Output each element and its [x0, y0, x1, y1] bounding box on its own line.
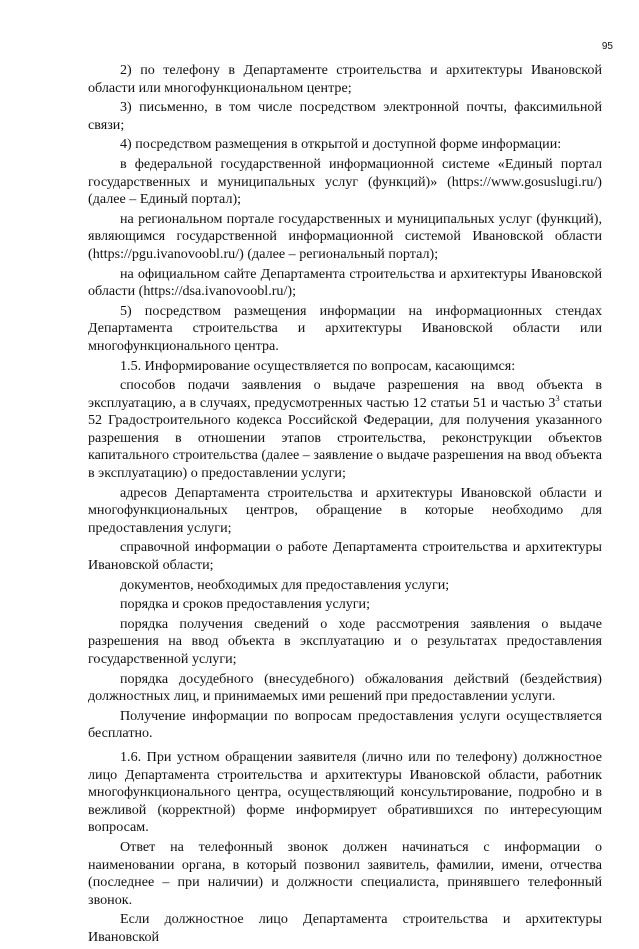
paragraph-free-of-charge: Получение информации по вопросам предоставления услуги осуществляется бесплатно.: [88, 707, 602, 742]
paragraph-regional-portal: на региональном портале государственных и муниципальных услуг (функций), являющимся государственной информационной системой Ивановской области (https://pgu.ivanovoobl.ru/) (далее – региональный портал);: [88, 210, 602, 262]
text-before-superscript: способов подачи заявления о выдаче разрешения на ввод объекта в эксплуатацию, а в случаях, предусмотренных частью 12 статьи 51 и частью 3: [88, 377, 602, 411]
paragraph-continuation: Если должностное лицо Департамента строительства и архитектуры Ивановской: [88, 911, 602, 945]
paragraph-section-1-6: 1.6. При устном обращении заявителя (лично или по телефону) должностное лицо Департамента строительства и архитектуры Ивановской области, работник многофункционального центра, осуществляющий консультирование, подробно и в вежливой (корректной) форме информирует обратившихся по интересующим вопросам.: [88, 748, 602, 836]
paragraph-reference-info: справочной информации о работе Департамента строительства и архитектуры Ивановской области;: [88, 539, 602, 574]
paragraph-info-stands: 5) посредством размещения информации на информационных стендах Департамента строительства и архитектуры Ивановской области или многофункционального центра.: [88, 302, 602, 354]
paragraph-in-writing: 3) письменно, в том числе посредством электронной почты, факсимильной связи;: [88, 99, 602, 133]
document-body: [88, 62, 602, 949]
paragraph-official-site: на официальном сайте Департамента строительства и архитектуры Ивановской области (https://dsa.ivanovoobl.ru/);: [88, 265, 602, 300]
paragraph-appeal: порядка досудебного (внесудебного) обжалования действий (бездействия) должностных лиц, и принимаемых ими решений при предоставлении услуги.: [88, 670, 602, 705]
paragraph-procedure: порядка и сроков предоставления услуги;: [120, 596, 371, 613]
paragraph-addresses: адресов Департамента строительства и архитектуры Ивановской области и многофункциональных центров, обращение в которые необходимо для предоставления услуги;: [88, 484, 602, 536]
paragraph-submission-methods: [88, 377, 602, 483]
paragraph-unified-portal: в федеральной государственной информационной системе «Единый портал государственных и муниципальных услуг (функций)» (https://www.gosuslugi.ru/) (далее – Единый портал);: [88, 155, 602, 208]
paragraph-by-phone: 2) по телефону в Департаменте строительства и архитектуры Ивановской области или многофункциональном центре;: [88, 62, 602, 96]
paragraph-section-1-5: 1.5. Информирование осуществляется по вопросам, касающимся:: [120, 357, 516, 374]
paragraph-phone-answer: Ответ на телефонный звонок должен начинаться с информации о наименовании органа, в который позвонил заявитель, фамилии, имени, отчества (последнее – при наличии) и должности специалиста, принявшего телефонный звонок.: [88, 838, 602, 908]
paragraph-status-info: порядка получения сведений о ходе рассмотрения заявления о выдаче разрешения на ввод объекта в эксплуатацию и о результатах предоставления государственной услуги;: [88, 615, 602, 667]
page-number: 95: [601, 41, 613, 52]
paragraph-documents: документов, необходимых для предоставления услуги;: [120, 576, 450, 593]
text-after-superscript: статьи 52 Градостроительного кодекса Российской Федерации, для получения указанного разрешения в отношении этапов строительства, реконструкции объектов капитального строительства (далее – заявление о выдаче разрешения на ввод объекта в эксплуатацию) о предоставлении услуги;: [88, 394, 602, 482]
paragraph-by-publication: 4) посредством размещения в открытой и доступной форме информации:: [120, 136, 562, 153]
superscript: 3: [555, 392, 560, 403]
